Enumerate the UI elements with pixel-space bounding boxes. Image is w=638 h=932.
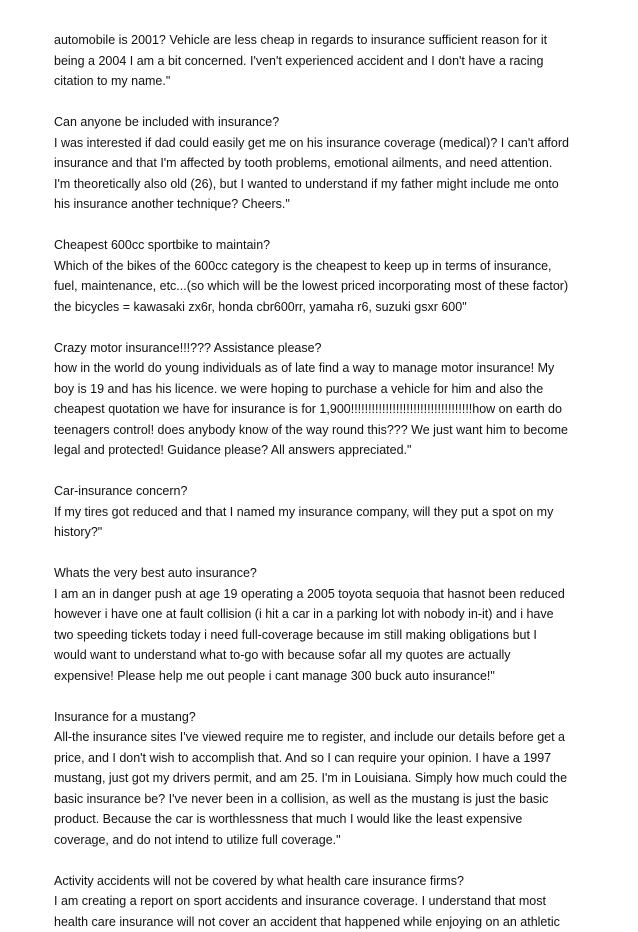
question-heading: Insurance for a mustang? (54, 707, 598, 728)
text-line: how in the world do young individuals as of late find a way to manage motor insurance! My (54, 358, 598, 379)
text-line: being a 2004 I am a bit concerned. I'ven't experienced accident and I don't have a racing (54, 51, 598, 72)
text-line: I'm theoretically also old (26), but I wanted to understand if my father might include me onto (54, 174, 598, 195)
text-line: would want to understand what to-go with because sofar all my quotes are actually (54, 645, 598, 666)
text-line: boy is 19 and has his licence. we were hoping to purchase a vehicle for him and also the (54, 379, 598, 400)
text-line: fuel, maintenance, etc...(so which will be the lowest priced incorporating most of these factor) (54, 276, 598, 297)
paragraph-activity-accidents (54, 871, 598, 932)
text-line: coverage, and do not intend to utilize full coverage." (54, 830, 598, 851)
paragraph-continuation (54, 30, 598, 92)
text-line: his insurance another technique? Cheers." (54, 194, 598, 215)
text-line: If my tires got reduced and that I named my insurance company, will they put a spot on my (54, 502, 598, 523)
paragraph-crazy-motor-insurance (54, 338, 598, 461)
text-line: mustang, just got my drivers permit, and am 25. I'm in Louisiana. Simply how much could the (54, 768, 598, 789)
text-line: product. Because the car is worthlessness that much I would like the least expensive (54, 809, 598, 830)
text-line: history?" (54, 522, 598, 543)
text-line: basic insurance be? I've never been in a collision, as well as the mustang is just the basic (54, 789, 598, 810)
text-line: I was interested if dad could easily get me on his insurance coverage (medical)? I can't afford (54, 133, 598, 154)
text-line: insurance and that I'm affected by tooth problems, emotional ailments, and need attention. (54, 153, 598, 174)
text-line: two speeding tickets today i need full-coverage because im still making obligations but I (54, 625, 598, 646)
text-line: automobile is 2001? Vehicle are less cheap in regards to insurance sufficient reason for it (54, 30, 598, 51)
text-line: I am creating a report on sport accidents and insurance coverage. I understand that most (54, 891, 598, 912)
text-line: teenagers control! does anybody know of the way round this??? We just want him to become (54, 420, 598, 441)
text-line: cheapest quotation we have for insurance is for 1,900!!!!!!!!!!!!!!!!!!!!!!!!!!!!!!!!!!!how on earth do (54, 399, 598, 420)
question-heading: Crazy motor insurance!!!??? Assistance please? (54, 338, 598, 359)
text-line: citation to my name." (54, 71, 598, 92)
question-heading: Car-insurance concern? (54, 481, 598, 502)
paragraph-car-insurance-concern (54, 481, 598, 543)
text-line: Which of the bikes of the 600cc category is the cheapest to keep up in terms of insurance, (54, 256, 598, 277)
text-line: All-the insurance sites I've viewed require me to register, and include our details before get a (54, 727, 598, 748)
paragraph-insurance-mustang (54, 707, 598, 851)
question-heading: Can anyone be included with insurance? (54, 112, 598, 133)
text-line: I am an in danger push at age 19 operating a 2005 toyota sequoia that hasnot been reduced (54, 584, 598, 605)
text-line: legal and protected! Guidance please? All answers appreciated." (54, 440, 598, 461)
text-line: the bicycles = kawasaki zx6r, honda cbr600rr, yamaha r6, suzuki gsxr 600" (54, 297, 598, 318)
question-heading: Activity accidents will not be covered by what health care insurance firms? (54, 871, 598, 892)
paragraph-sportbike (54, 235, 598, 317)
paragraph-best-auto-insurance (54, 563, 598, 686)
text-line: however i have one at fault collision (i hit a car in a parking lot with nobody in-it) and i have (54, 604, 598, 625)
question-heading: Cheapest 600cc sportbike to maintain? (54, 235, 598, 256)
text-line: price, and I don't wish to accomplish that. And so I can require your opinion. I have a 1997 (54, 748, 598, 769)
text-line: expensive! Please help me out people i cant manage 300 buck auto insurance!" (54, 666, 598, 687)
paragraph-included-with-insurance (54, 112, 598, 215)
text-line: health care insurance will not cover an accident that happened while enjoying on an athletic (54, 912, 598, 932)
question-heading: Whats the very best auto insurance? (54, 563, 598, 584)
